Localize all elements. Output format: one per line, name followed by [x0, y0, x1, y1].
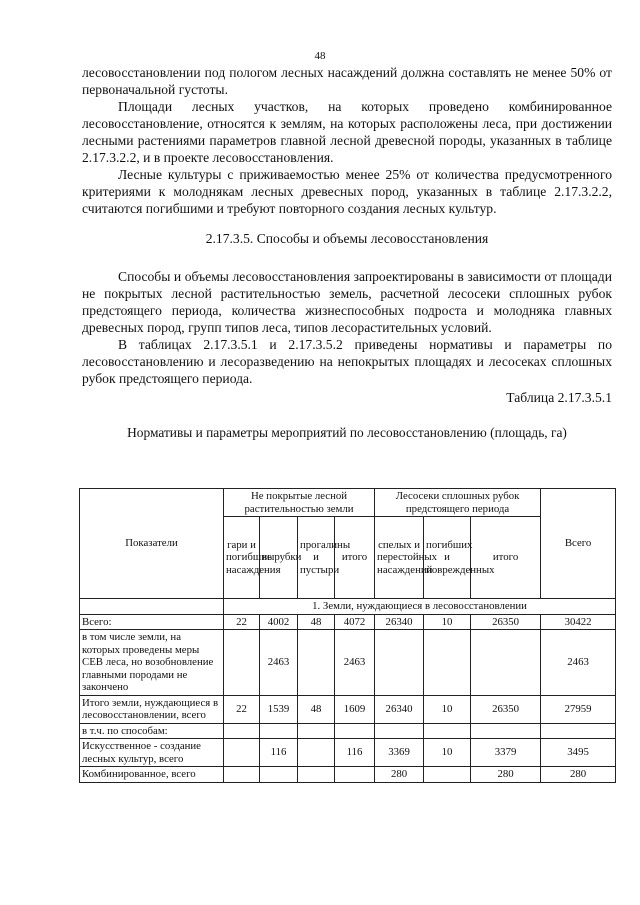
- cell: 4002: [260, 614, 298, 630]
- table-row: [80, 723, 616, 739]
- cell: 2463: [260, 630, 298, 696]
- paragraph: Площади лесных участков, на которых проведено комбинированное лесовосстановление, относятся к землям, на которых расположены леса, при достижении лесными растениями параметров главной лесной древесной породы, указанных в таблице 2.17.3.2.2, и в проекте лесовосстановления.: [82, 99, 612, 165]
- body-text: [82, 64, 612, 441]
- row-label: Комбинированное, всего: [80, 767, 224, 783]
- cell: [471, 723, 541, 739]
- cell: 26350: [471, 614, 541, 630]
- cell: 26350: [471, 695, 541, 723]
- cell: 10: [424, 739, 471, 767]
- cell: 30422: [541, 614, 616, 630]
- cell: 2463: [541, 630, 616, 696]
- cell: [298, 723, 335, 739]
- table-row: [80, 614, 616, 630]
- header-mature-stands: спелых и перестойных насаждений: [375, 517, 424, 599]
- cell: 22: [224, 614, 260, 630]
- cell: 10: [424, 695, 471, 723]
- reforestation-table: [79, 488, 616, 783]
- cell: 48: [298, 614, 335, 630]
- cell: 280: [471, 767, 541, 783]
- table-row: [80, 767, 616, 783]
- cell: [224, 723, 260, 739]
- row-label: Всего:: [80, 614, 224, 630]
- table-header-row: [80, 489, 616, 517]
- cell: 3369: [375, 739, 424, 767]
- section-row-label: 1. Земли, нуждающиеся в лесовосстановлении: [224, 599, 616, 615]
- cell: [298, 767, 335, 783]
- cell: [424, 723, 471, 739]
- cell: 1539: [260, 695, 298, 723]
- cell: [260, 767, 298, 783]
- cell: 3379: [471, 739, 541, 767]
- cell: [541, 723, 616, 739]
- cell: 116: [260, 739, 298, 767]
- cell: 48: [298, 695, 335, 723]
- cell: 4072: [335, 614, 375, 630]
- table-reference: Таблица 2.17.3.5.1: [506, 390, 612, 405]
- cell: 1609: [335, 695, 375, 723]
- header-total: Всего: [541, 489, 616, 599]
- cell: 280: [375, 767, 424, 783]
- table-row: [80, 630, 616, 696]
- header-dead-damaged: погибших и поврежденных: [424, 517, 471, 599]
- cell: [471, 630, 541, 696]
- cell: [298, 739, 335, 767]
- paragraph: лесовосстановлении под пологом лесных насаждений должна составлять не менее 50% от первоначальной густоты.: [82, 65, 612, 97]
- cell: 280: [541, 767, 616, 783]
- cell: 116: [335, 739, 375, 767]
- cell: 26340: [375, 695, 424, 723]
- cell: 22: [224, 695, 260, 723]
- cell: [224, 767, 260, 783]
- cell: [335, 767, 375, 783]
- cell: [375, 630, 424, 696]
- row-label: в том числе земли, на которых проведены меры СЕВ леса, но возобновление главными породами не закончено: [80, 630, 224, 696]
- header-subtotal-2: итого: [471, 517, 541, 599]
- header-gaps-wastelands: прогалины и пустыри: [298, 517, 335, 599]
- cell: 26340: [375, 614, 424, 630]
- header-clearcuts: вырубки: [260, 517, 298, 599]
- cell: [424, 630, 471, 696]
- header-subtotal-1: итого: [335, 517, 375, 599]
- table-row: [80, 695, 616, 723]
- row-label: Итого земли, нуждающиеся в лесовосстановлении, всего: [80, 695, 224, 723]
- table-row: [80, 739, 616, 767]
- header-group-uncovered-lands: Не покрытые лесной растительностью земли: [224, 489, 375, 517]
- cell: [224, 739, 260, 767]
- row-label: Искусственное - создание лесных культур, всего: [80, 739, 224, 767]
- cell: [335, 723, 375, 739]
- cell: [260, 723, 298, 739]
- header-group-cutting-areas: Лесосеки сплошных рубок предстоящего периода: [375, 489, 541, 517]
- cell: 3495: [541, 739, 616, 767]
- paragraph: Лесные культуры с приживаемостью менее 25% от количества предусмотренного критериями к молоднякам лесных древесных пород, указанных в таблице 2.17.3.2.2, считаются погибшими и требуют повторного создания лесных культур.: [82, 167, 612, 216]
- cell: [224, 630, 260, 696]
- cell: [375, 723, 424, 739]
- cell: 27959: [541, 695, 616, 723]
- cell: [424, 767, 471, 783]
- paragraph: В таблицах 2.17.3.5.1 и 2.17.3.5.2 приведены нормативы и параметры по лесовосстановлению и лесоразведению на непокрытых площадях и лесосеках сплошных рубок предстоящего периода.: [82, 337, 612, 386]
- header-burnt-dead: гари и погибшие насаждения: [224, 517, 260, 599]
- paragraph: Способы и объемы лесовосстановления запроектированы в зависимости от площади не покрытых лесной растительностью земель, расчетной лесосеки сплошных рубок предстоящего периода, количества жизнеспособных подроста и молодняка главных древесных пород, групп типов леса, типов лесорастительных условий.: [82, 269, 612, 335]
- page-number: 48: [314, 50, 326, 62]
- header-indicators: Показатели: [80, 489, 224, 599]
- row-label: в т.ч. по способам:: [80, 723, 224, 739]
- cell: [298, 630, 335, 696]
- table-title: Нормативы и параметры мероприятий по лесовосстановлению (площадь, га): [127, 425, 567, 440]
- cell: 10: [424, 614, 471, 630]
- section-heading: 2.17.3.5. Способы и объемы лесовосстановления: [205, 231, 489, 246]
- cell: 2463: [335, 630, 375, 696]
- table-section-row: [80, 599, 616, 615]
